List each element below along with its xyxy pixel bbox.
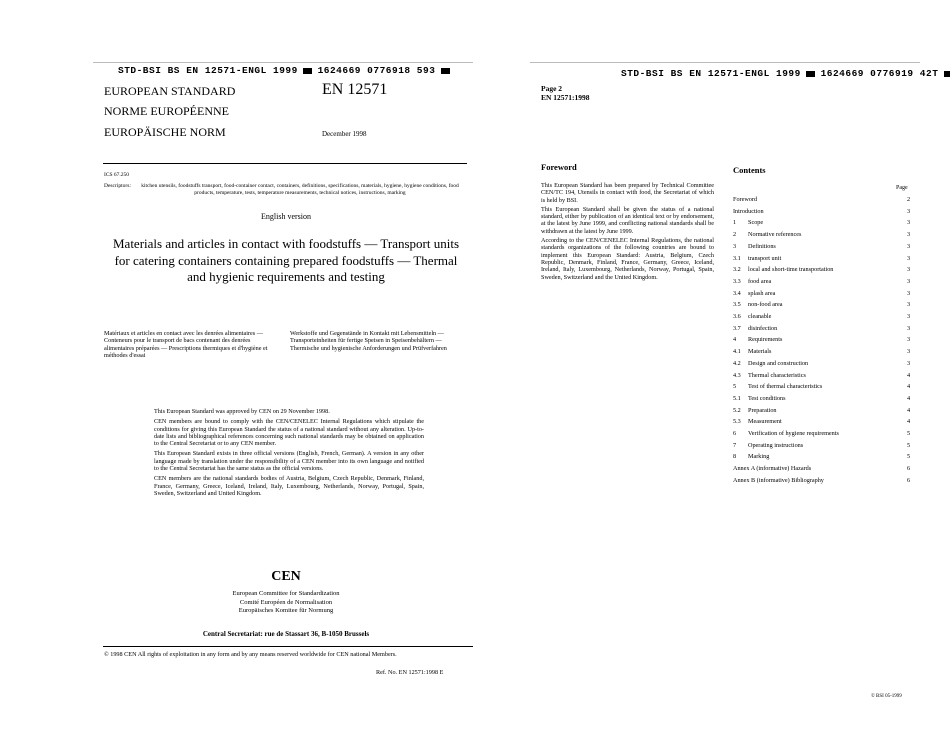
toc-entry-label: disinfection xyxy=(748,324,778,332)
toc-entry-number: 6 xyxy=(733,430,737,437)
cen-names xyxy=(104,590,468,616)
right-header-block-2 xyxy=(944,71,950,77)
toc-entry-page: 3 xyxy=(907,231,911,239)
cen-logo: CEN xyxy=(271,569,301,584)
toc-entry-page: 3 xyxy=(907,254,911,262)
toc-entry-page: 5 xyxy=(907,453,911,461)
toc-entry-label: Preparation xyxy=(748,406,777,414)
copyright-notice: © 1998 CEN All rights of exploitation in any form and by any means reserved worldwide for CEN national Members. xyxy=(104,651,397,658)
descriptors-text: kitchen utensils, foodstuffs transport, food-container contact, containers, definitions, specifications, materials, hygiene, hygiene conditions, food products, temperature, tests, temperature measurements, technical notices, instructions, marking xyxy=(141,183,459,196)
toc-entry-label: Normative references xyxy=(748,231,802,239)
scan-line-right xyxy=(530,62,920,63)
toc-entry-label: Scope xyxy=(748,219,764,227)
toc-entry-page: 3 xyxy=(907,219,911,227)
toc-entry-page: 3 xyxy=(907,289,911,297)
contents-heading: Contents xyxy=(733,165,766,175)
approval-para-1: This European Standard was approved by CEN on 29 November 1998. xyxy=(154,408,330,415)
std-name-fr: NORME EUROPÉENNE xyxy=(104,104,229,118)
toc-entry-page: 3 xyxy=(907,324,911,332)
toc-entry-label: Annex B (informative) Bibliography xyxy=(733,476,824,484)
left-header-block-1 xyxy=(303,68,312,74)
toc-entry-label: Thermal characteristics xyxy=(748,371,806,379)
title-german: Werkstoffe und Gegenstände in Kontakt mit Lebensmitteln — Transporteinheiten für fertige Speisen in Speisenbehältern — Thermische und hygienische Anforderungen und Prüfverfahren xyxy=(290,330,447,352)
toc-entry-label: Foreword xyxy=(733,196,758,203)
ics-code: ICS 67.250 xyxy=(104,172,130,178)
foreword-heading: Foreword xyxy=(541,162,577,172)
toc-entry-number: 5.1 xyxy=(733,394,741,402)
toc-entry-number: 8 xyxy=(733,453,737,461)
central-secretariat: Central Secretariat: rue de Stassart 36, B-1050 Brussels xyxy=(202,630,370,638)
toc-entry-label: cleanable xyxy=(748,313,772,320)
toc-entry-page: 3 xyxy=(907,242,911,250)
toc-entry-number: 4.1 xyxy=(733,348,741,356)
toc-entry-number: 5.3 xyxy=(733,418,741,426)
toc-entry-number: 7 xyxy=(733,441,737,449)
approval-para-4: CEN members are the national standards bodies of Austria, Belgium, Czech Republic, Denmark, Finland, France, Germany, Greece, Iceland, Ireland, Italy, Luxembourg, Netherlands, Norway, Portugal, Spain, Sweden, Switzerland and United Kingdom. xyxy=(154,475,424,497)
left-header xyxy=(118,65,453,76)
reference-number: Ref. No. EN 12571:1998 E xyxy=(376,669,444,676)
divider-bottom xyxy=(103,646,473,647)
std-name-de: EUROPÄISCHE NORM xyxy=(104,125,226,139)
contents-page-column-label: Page xyxy=(896,185,908,191)
toc-entry-label: splash area xyxy=(748,289,776,297)
toc-entry-label: Test conditions xyxy=(748,394,786,402)
toc-entry-number: 3 xyxy=(733,242,737,250)
std-date: December 1998 xyxy=(322,130,367,138)
toc-entry-number: 3.6 xyxy=(733,313,741,320)
toc-entry-number: 3.4 xyxy=(733,289,741,297)
toc-entry-page: 3 xyxy=(907,301,911,309)
approval-para-3: This European Standard exists in three official versions (English, French, German). A version in any other language made by translation under the responsibility of a CEN member into its own language and notified to the Central Secretariat has the same status as the official versions. xyxy=(154,450,424,473)
descriptors-label: Descriptors: xyxy=(104,183,131,189)
cen-name-fr: Comité Européen de Normalisation xyxy=(239,598,333,606)
left-header-block-2 xyxy=(441,68,450,74)
toc-entry-page: 4 xyxy=(907,394,911,402)
toc-entry-page: 3 xyxy=(907,266,911,274)
toc-entry-label: Measurement xyxy=(748,418,782,426)
toc-entry-page: 4 xyxy=(907,418,911,426)
toc-entry-number: 1 xyxy=(733,219,737,227)
toc-entry-label: Definitions xyxy=(748,242,776,250)
foreword-body xyxy=(541,182,714,281)
toc-entry-number: 4.3 xyxy=(733,371,741,379)
right-header xyxy=(621,68,950,79)
approval-block xyxy=(154,408,424,497)
approval-para-2: CEN members are bound to comply with the CEN/CENELEC Internal Regulations which stipulate the conditions for giving this European Standard the status of a national standard without any alteration. Up-to-date lists and bibliographical references concerning such national standards may be obtained on application to the Central Secretariat or to any CEN member. xyxy=(154,418,424,448)
toc-entry-label: non-food area xyxy=(748,301,783,309)
toc-entry-number: 3.3 xyxy=(733,277,741,285)
toc-entry-page: 5 xyxy=(907,441,911,449)
toc-entry-label: local and short-time transportation xyxy=(748,266,834,274)
toc-entry-page: 3 xyxy=(907,348,911,356)
standard-reference: EN 12571:1998 xyxy=(541,93,590,102)
toc-entry-label: Design and construction xyxy=(748,359,809,367)
toc-entry-label: Materials xyxy=(748,348,772,356)
divider-top xyxy=(103,163,467,164)
scan-line xyxy=(93,62,473,63)
page-label: Page 2 xyxy=(541,84,563,93)
cen-name-de: Europäisches Komitee für Normung xyxy=(238,607,334,615)
toc-entry-number: 4 xyxy=(733,336,737,344)
toc-entry-number: 3.1 xyxy=(733,254,741,262)
toc-entry-number: 2 xyxy=(733,231,737,239)
cen-name-en: European Committee for Standardization xyxy=(232,590,340,597)
toc-entry-page: 3 xyxy=(907,359,911,367)
std-name-en: EUROPEAN STANDARD xyxy=(104,84,236,98)
toc-entry-page: 4 xyxy=(907,371,911,379)
foreword-para-1: This European Standard has been prepared by Technical Committee CEN/TC 194, Utensils in contact with food, the Secretariat of which is held by BSI. xyxy=(541,182,714,204)
toc-entry-page: 3 xyxy=(907,336,911,344)
toc-entry-page: 5 xyxy=(907,430,911,437)
foreword-para-2: This European Standard shall be given the status of a national standard, either by publication of an identical text or by endorsement, at the latest by June 1999, and conflicting national standards shall be withdrawn at the latest by June 1999. xyxy=(541,205,714,235)
toc-entry-page: 3 xyxy=(907,313,911,320)
toc-entry-label: Annex A (informative) Hazards xyxy=(733,465,812,473)
right-header-barcode: 1624669 0776919 42T xyxy=(820,68,939,79)
toc-entry-number: 4.2 xyxy=(733,359,741,367)
foreword-para-3: According to the CEN/CENELEC Internal Regulations, the national standards organizations of the following countries are bound to implement this European Standard: Austria, Belgium, Czech Republic, Denmark, Finland, France, Germany, Greece, Iceland, Ireland, Italy, Luxembourg, Netherlands, Norway, Portugal, Spain, Sweden, Switzerland and the United Kingdom. xyxy=(541,237,714,281)
version-label: English version xyxy=(261,212,311,221)
toc-entry-label: food area xyxy=(748,277,772,285)
toc-entry-number: 5 xyxy=(733,383,737,391)
toc-entry-number: 3.2 xyxy=(733,266,741,274)
toc-entry-label: Introduction xyxy=(733,207,764,215)
toc-entry-label: Marking xyxy=(748,453,770,461)
toc-entry-page: 3 xyxy=(907,207,911,215)
toc-entry-number: 5.2 xyxy=(733,406,741,414)
toc-entry-page: 4 xyxy=(907,383,911,391)
left-header-code: STD-BSI BS EN 12571-ENGL 1999 xyxy=(118,65,298,76)
toc-entry-page: 4 xyxy=(907,406,911,414)
toc-entry-number: 3.7 xyxy=(733,324,741,332)
toc-entry-number: 3.5 xyxy=(733,301,741,309)
table-of-contents xyxy=(733,196,923,496)
right-header-code: STD-BSI BS EN 12571-ENGL 1999 xyxy=(621,68,801,79)
toc-entry-label: Operating instructions xyxy=(748,441,804,449)
right-header-block-1 xyxy=(806,71,815,77)
left-header-barcode: 1624669 0776918 593 xyxy=(317,65,436,76)
page-footer: © BSI 05-1999 xyxy=(871,694,902,699)
toc-entry-label: Test of thermal characteristics xyxy=(748,383,823,391)
toc-entry-page: 6 xyxy=(907,476,911,484)
toc-entry-page: 6 xyxy=(907,465,911,473)
title-french: Matériaux et articles en contact avec les denrées alimentaires — Conteneurs pour le transport de bacs contenant des denrées alimentaires préparées — Prescriptions thermiques et d'hygiène et méthodes d'essai xyxy=(104,330,268,359)
toc-entry-label: transport unit xyxy=(748,254,782,262)
toc-entry-label: Requirements xyxy=(748,336,783,344)
toc-entry-label: Verification of hygiene requirements xyxy=(748,430,839,437)
toc-entry-page: 2 xyxy=(907,196,911,203)
document-title: Materials and articles in contact with foodstuffs — Transport units for catering containers containing prepared foodstuffs — Thermal and hygienic requirements and testing xyxy=(112,236,460,284)
toc-entry-page: 3 xyxy=(907,277,911,285)
std-number: EN 12571 xyxy=(322,81,388,98)
